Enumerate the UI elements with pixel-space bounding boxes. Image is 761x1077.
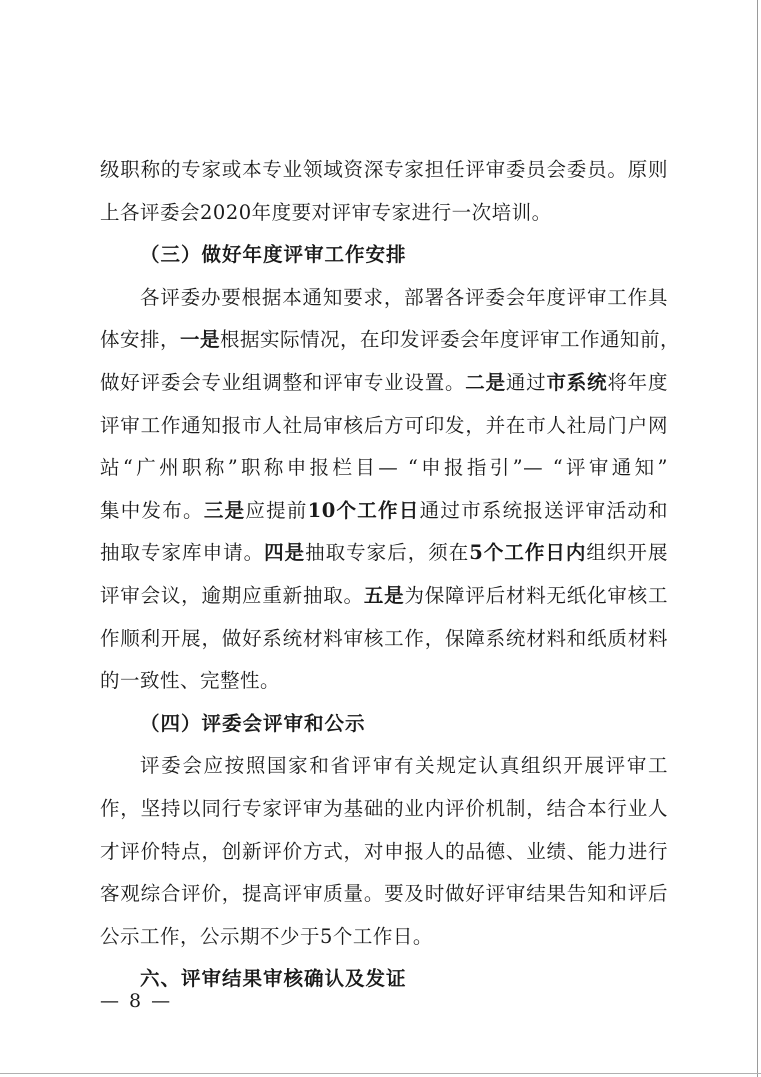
text-line: 评审会议，逾期应重新抽取。五是为保障评后材料无纸化审核工 <box>100 583 668 607</box>
heading-four: （四）评委会评审和公示 <box>140 711 366 735</box>
text-line: 体安排，一是根据实际情况，在印发评委会年度评审工作通知前， <box>100 328 681 352</box>
heading-three: （三）做好年度评审工作安排 <box>140 243 407 267</box>
text-line: 级职称的专家或本专业领域资深专家担任评审委员会委员。原则 <box>100 158 668 181</box>
text-line: 公示工作，公示期不少于5个工作日。 <box>100 924 433 948</box>
text-line: 客观综合评价，提高评审质量。要及时做好评审结果告知和评后 <box>100 882 668 906</box>
text-line: 才评价特点，创新评价方式，对申报人的品德、业绩、能力进行 <box>100 839 668 863</box>
text-line: 做好评委会专业组调整和评审专业设置。二是通过市系统将年度 <box>100 370 668 394</box>
page-edge-bottom <box>0 1073 761 1074</box>
text-line: 作，坚持以同行专家评审为基础的业内评价机制，结合本行业人 <box>100 796 668 820</box>
text-line: 的一致性、完整性。 <box>100 669 281 693</box>
document-body <box>100 149 681 1001</box>
text-line: 评委会应按照国家和省评审有关规定认真组织开展评审工 <box>140 754 668 778</box>
section-six-heading: 六、评审结果审核确认及发证 <box>140 967 407 991</box>
page-number: — 8 — <box>100 990 173 1012</box>
text-line: 抽取专家库申请。四是抽取专家后，须在5个工作日内组织开展 <box>100 541 668 565</box>
text-line: 评审工作通知报市人社局审核后方可印发，并在市人社局门户网 <box>100 413 668 437</box>
text-line: 集中发布。三是应提前10个工作日通过市系统报送评审活动和 <box>100 498 668 522</box>
text-line: 作顺利开展，做好系统材料审核工作，保障系统材料和纸质材料 <box>100 626 668 650</box>
text-line: 站“广州职称”职称申报栏目— “申报指引”— “评审通知” <box>100 456 668 480</box>
text-line: 各评委办要根据本通知要求，部署各评委会年度评审工作具 <box>140 285 668 309</box>
page-edge-right <box>757 0 758 1077</box>
text-line: 上各评委会2020年度要对评审专家进行一次培训。 <box>100 200 552 224</box>
